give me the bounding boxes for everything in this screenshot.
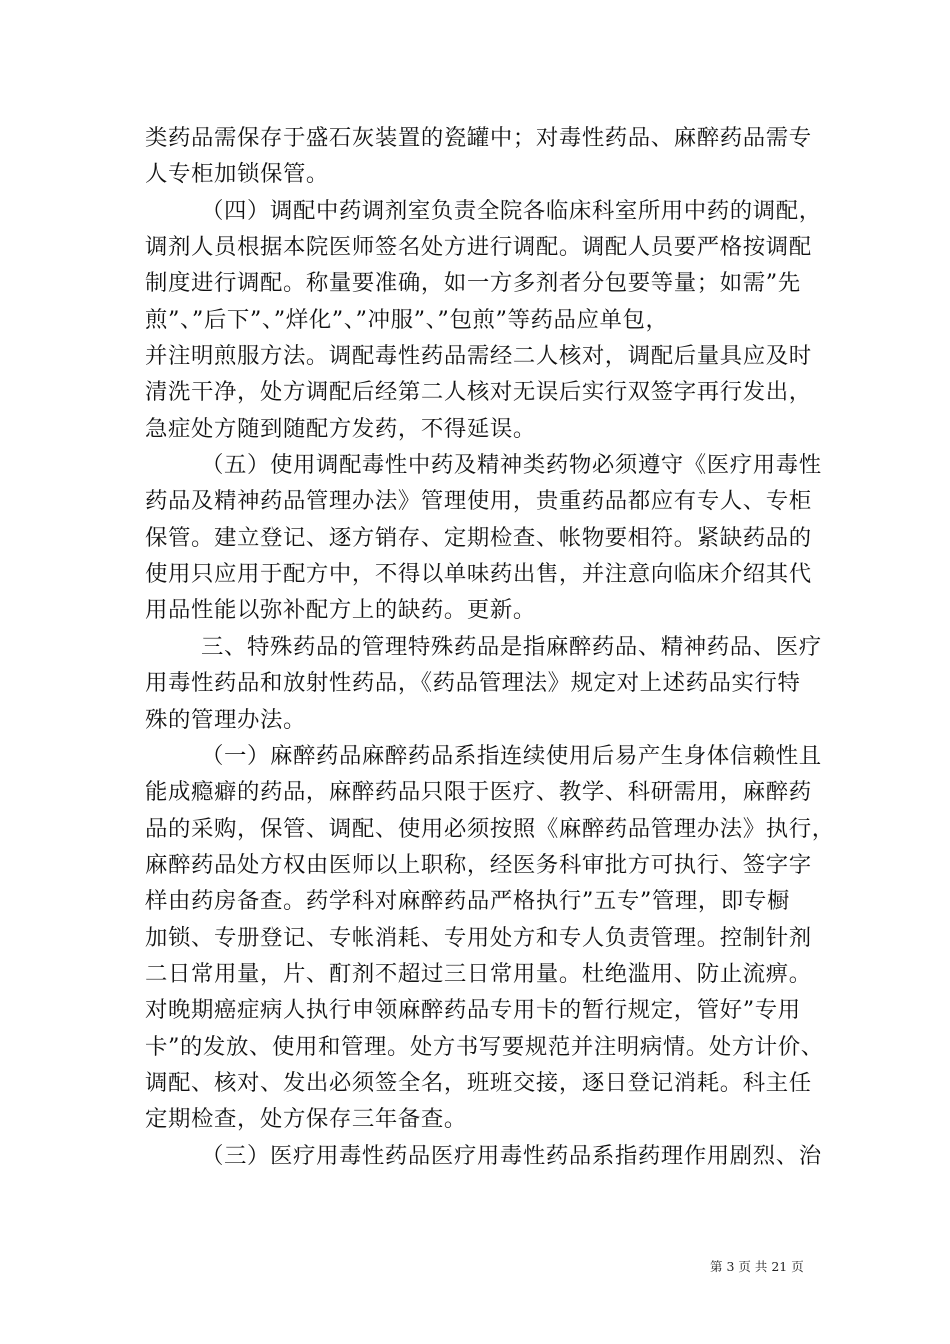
- text-line: 用品性能以弥补配方上的缺药。更新。: [145, 597, 536, 624]
- text-line: 麻醉药品处方权由医师以上职称，经医务科审批方可执行、签字字: [145, 851, 812, 878]
- text-line: 制度进行调配。称量要准确，如一方多剂者分包要等量；如需”先: [145, 270, 801, 297]
- text-line: 保管。建立登记、逐方销存、定期检查、帐物要相符。紧缺药品的: [145, 524, 812, 551]
- text-line: 加锁、专册登记、专帐消耗、专用处方和专人负责管理。控制针剂: [145, 924, 812, 951]
- document-body: [145, 120, 835, 1174]
- text-line: 用毒性药品和放射性药品，《药品管理法》规定对上述药品实行特: [145, 670, 801, 697]
- text-line: 调配、核对、发出必须签全名，班班交接，逐日登记消耗。科主任: [145, 1069, 812, 1096]
- text-line: 能成瘾癖的药品，麻醉药品只限于医疗、教学、科研需用，麻醉药: [145, 779, 812, 806]
- text-line: 人专柜加锁保管。: [145, 161, 329, 188]
- text-line: 调剂人员根据本院医师签名处方进行调配。调配人员要严格按调配: [145, 234, 812, 261]
- paragraph-start-line: （三）医疗用毒性药品医疗用毒性药品系指药理作用剧烈、治: [201, 1142, 822, 1169]
- paragraph-start-line: （五）使用调配毒性中药及精神类药物必须遵守《医疗用毒性: [201, 452, 822, 479]
- paragraph-start-line: 三、特殊药品的管理特殊药品是指麻醉药品、精神药品、医疗: [201, 633, 822, 660]
- text-line: 对晚期癌症病人执行申领麻醉药品专用卡的暂行规定，管好”专用: [145, 997, 801, 1024]
- text-line: 清洗干净，处方调配后经第二人核对无误后实行双签字再行发出，: [145, 379, 812, 406]
- text-line: 急症处方随到随配方发药，不得延误。: [145, 415, 536, 442]
- text-line: 品的采购，保管、调配、使用必须按照《麻醉药品管理办法》执行，: [145, 815, 835, 842]
- text-line: 定期检查，处方保存三年备查。: [145, 1106, 467, 1133]
- page-number-footer: 第 3 页 共 21 页: [710, 1259, 804, 1274]
- text-line: 并注明煎服方法。调配毒性药品需经二人核对，调配后量具应及时: [145, 343, 812, 370]
- text-line: 煎”、”后下”、”烊化”、”冲服”、”包煎”等药品应单包，: [145, 306, 669, 333]
- text-line: 药品及精神药品管理办法》管理使用，贵重药品都应有专人、专柜: [145, 488, 812, 515]
- text-line: 殊的管理办法。: [145, 706, 306, 733]
- text-line: 样由药房备查。药学科对麻醉药品严格执行”五专”管理，即专橱: [145, 888, 790, 915]
- text-line: 使用只应用于配方中，不得以单味药出售，并注意向临床介绍其代: [145, 561, 812, 588]
- text-line: 卡”的发放、使用和管理。处方书写要规范并注明病情。处方计价、: [145, 1033, 824, 1060]
- text-line: 二日常用量，片、酊剂不超过三日常用量。杜绝滥用、防止流痹。: [145, 960, 812, 987]
- paragraph-start-line: （一）麻醉药品麻醉药品系指连续使用后易产生身体信赖性且: [201, 742, 822, 769]
- paragraph-start-line: （四）调配中药调剂室负责全院各临床科室所用中药的调配，: [201, 197, 822, 224]
- text-line: 类药品需保存于盛石灰装置的瓷罐中；对毒性药品、麻醉药品需专: [145, 125, 812, 151]
